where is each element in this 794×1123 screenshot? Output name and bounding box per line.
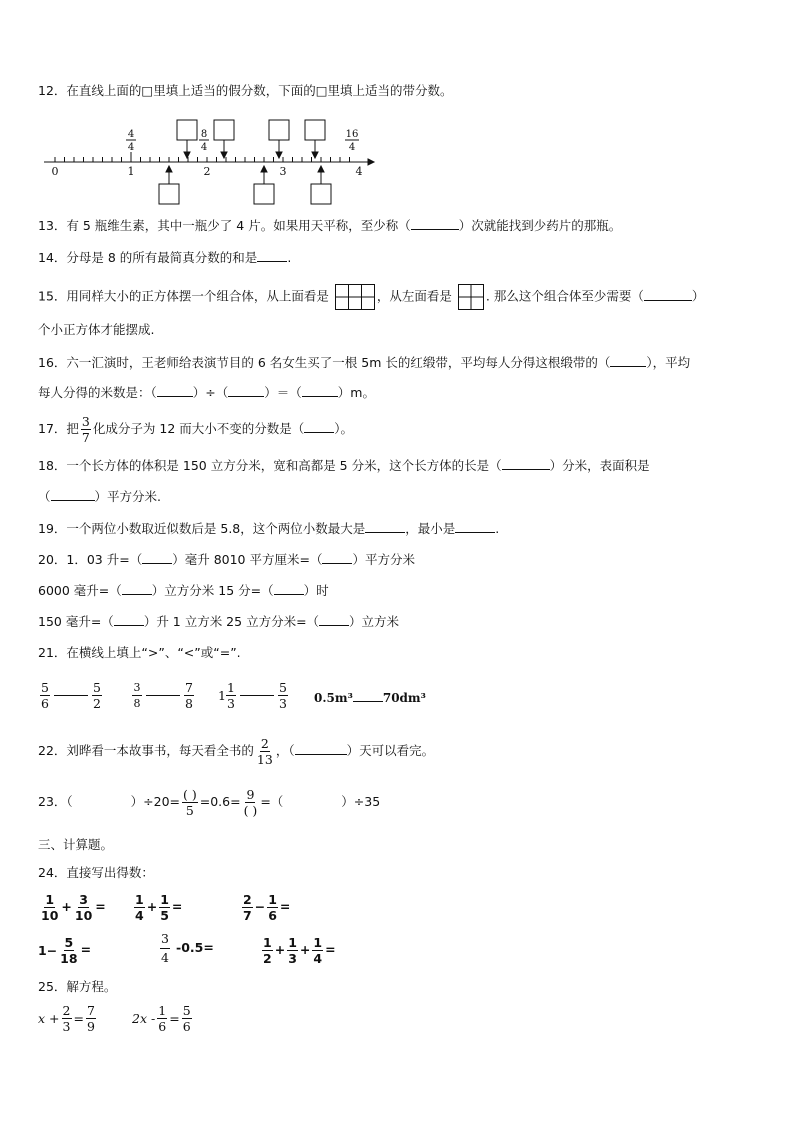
q15-cont: 个小正方体才能摆成. — [38, 322, 155, 337]
answer-blank[interactable] — [304, 420, 334, 433]
q14: 14．分母是 8 的所有最简真分数的和是 . — [38, 250, 292, 265]
q20-line2: 6000 毫升=（ ）立方分米 15 分=（ ）时 — [38, 583, 329, 598]
answer-blank[interactable] — [114, 613, 144, 626]
answer-blank[interactable] — [319, 613, 349, 626]
q20-line1: 20．1．03 升=（ ）毫升 8010 平方厘米=（ ）平方分米 — [38, 552, 415, 567]
top-answer-boxes — [177, 120, 325, 158]
q24-expr-4: 1− $\frac{5}{18}$ = — [38, 935, 92, 966]
q17: 17．把 $\frac{3}{7}$ 化成分子为 12 而大小不变的分数是（ ）。 — [38, 414, 354, 445]
svg-text:8: 8 — [200, 129, 208, 140]
answer-box — [269, 120, 289, 140]
tick-1: 1 — [127, 165, 135, 178]
q20-line3: 150 毫升=（ ）升 1 立方米 25 立方分米=（ ）立方米 — [38, 614, 400, 629]
svg-text:4: 4 — [348, 142, 356, 153]
q13: 13．有 5 瓶维生素，其中一瓶少了 4 片。如果用天平称，至少称（ ）次就能找到少药片的那瓶。 — [38, 218, 622, 233]
q21-text: 21．在横线上填上“>”、“<”或“=”. — [38, 645, 241, 660]
answer-blank[interactable] — [353, 691, 383, 702]
answer-box — [177, 120, 197, 140]
answer-blank[interactable] — [240, 695, 274, 696]
tick-2: 2 — [203, 165, 211, 178]
q19: 19．一个两位小数取近似数后是 5.8，这个两位小数最大是 ，最小是 . — [38, 521, 500, 536]
svg-text:4: 4 — [127, 142, 135, 153]
q18-line2: （ ）平方分米. — [38, 489, 161, 504]
q16-line1: 16．六一汇演时，王老师给表演节目的 6 名女生买了一根 5m 长的红缎带，平均每人分得这根缎带的（ ），平均 — [38, 355, 691, 370]
answer-blank[interactable] — [322, 551, 352, 564]
q21-compare-2: $\frac{3}{8}$ $\frac{7}{8}$ — [133, 680, 193, 711]
answer-blank[interactable] — [274, 582, 304, 595]
answer-blank[interactable] — [644, 288, 692, 301]
answer-blank[interactable] — [455, 520, 495, 533]
q12-text: 12．在直线上面的□里填上适当的假分数，下面的□里填上适当的带分数。 — [38, 83, 453, 98]
tick-3: 3 — [279, 165, 287, 178]
top-view-grid-icon — [335, 284, 375, 310]
answer-blank[interactable] — [610, 354, 646, 367]
answer-box — [305, 120, 325, 140]
answer-blank[interactable] — [411, 217, 459, 230]
answer-box — [159, 184, 179, 204]
q24-expr-2: $\frac{1}{4}$ + $\frac{1}{5}$ = — [135, 892, 183, 923]
answer-blank[interactable] — [142, 551, 172, 564]
q22: 22．刘晔看一本故事书，每天看全书的 $\frac{2}{13}$ ，（ ）天可以看完。 — [38, 736, 435, 767]
number-line-figure — [38, 112, 378, 210]
svg-text:4: 4 — [200, 142, 208, 153]
q25-equation-1: x + $\frac{2}{3}$ = $\frac{7}{9}$ — [38, 1003, 95, 1034]
q24-text: 24．直接写出得数： — [38, 865, 154, 880]
section-heading: 三、计算题。 — [38, 837, 114, 852]
answer-blank[interactable] — [228, 384, 264, 397]
answer-blank[interactable] — [54, 695, 88, 696]
q24-expr-1: $\frac{1}{10}$ + $\frac{3}{10}$ = — [41, 892, 106, 923]
svg-text:16: 16 — [345, 129, 359, 140]
answer-box — [214, 120, 234, 140]
q24-expr-5: $\frac{3}{4}$ -0.5= — [161, 931, 214, 965]
answer-blank[interactable] — [502, 457, 550, 470]
answer-box — [254, 184, 274, 204]
q23: 23．（ ）÷20= $\frac{( )}{5}$ =0.6= $\frac{9}{( )}$ =（ ）÷35 — [38, 787, 381, 818]
answer-box — [311, 184, 331, 204]
tick-4: 4 — [355, 165, 363, 178]
q15: 15．用同样大小的正方体摆一个组合体，从上面看是 ，从左面看是 . 那么这个组合体至少需要（ ） — [38, 284, 704, 310]
q25-text: 25．解方程。 — [38, 979, 117, 994]
q25-equation-2: 2x - $\frac{1}{6}$ = $\frac{5}{6}$ — [132, 1003, 191, 1034]
answer-blank[interactable] — [365, 520, 405, 533]
tick-0: 0 — [51, 165, 59, 178]
answer-blank[interactable] — [122, 582, 152, 595]
q21-compare-1: $\frac{5}{6}$ $\frac{5}{2}$ — [41, 680, 101, 711]
axis — [44, 157, 374, 165]
answer-blank[interactable] — [302, 384, 338, 397]
answer-blank[interactable] — [146, 695, 180, 696]
answer-blank[interactable] — [157, 384, 193, 397]
bottom-answer-boxes — [159, 166, 331, 204]
q24-expr-6: $\frac{1}{2}$ + $\frac{1}{3}$ + $\frac{1}{4}$ = — [263, 935, 336, 966]
left-view-grid-icon — [458, 284, 484, 310]
answer-blank[interactable] — [295, 742, 347, 755]
svg-text:4: 4 — [127, 129, 135, 140]
axis-fractions — [126, 129, 359, 157]
q24-expr-3: $\frac{2}{7}$ − $\frac{1}{6}$ = — [243, 892, 291, 923]
q21-compare-4: 0.5m³ 70dm³ — [314, 691, 426, 705]
answer-blank[interactable] — [257, 249, 287, 262]
q21-compare-3: 1 $\frac{1}{3}$ $\frac{5}{3}$ — [218, 680, 287, 711]
q16-line2: 每人分得的米数是：（ ）÷（ ）＝（ ）m。 — [38, 385, 375, 400]
answer-blank[interactable] — [51, 488, 95, 501]
q18-line1: 18．一个长方体的体积是 150 立方分米，宽和高都是 5 分米，这个长方体的长是（ ）分米，表面积是 — [38, 458, 650, 473]
